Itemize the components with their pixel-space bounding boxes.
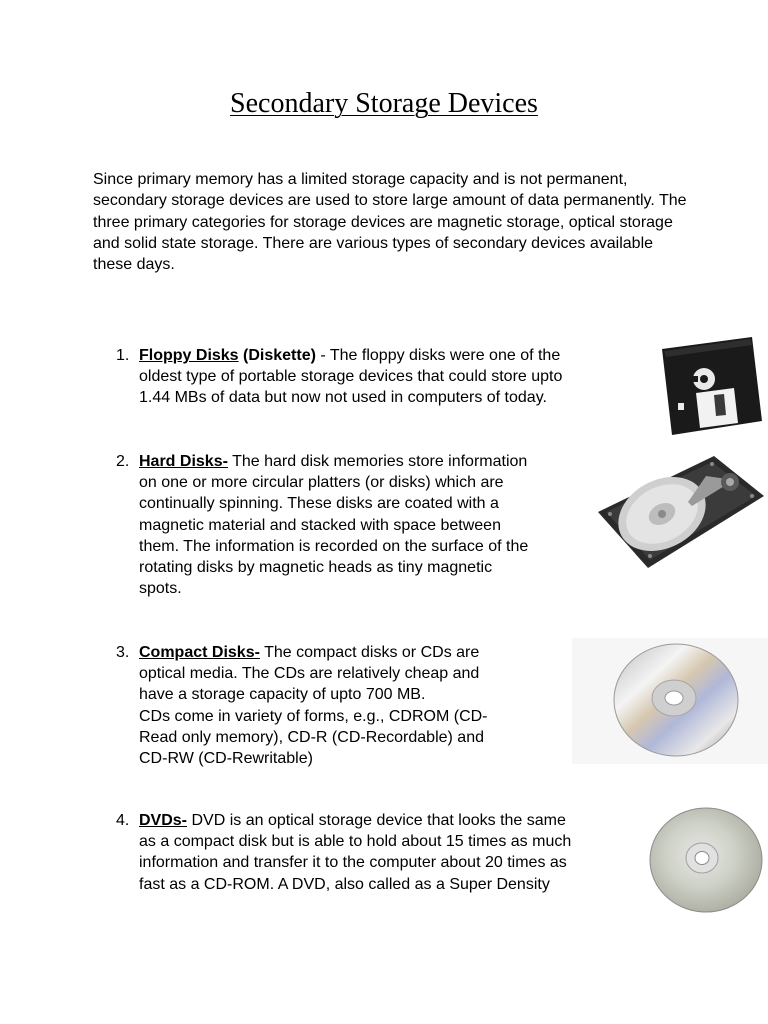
item-line: oldest type of portable storage devices that could store upto	[139, 368, 563, 386]
list-item-dvds	[116, 810, 571, 895]
item-line: spots.	[139, 580, 182, 598]
item-line: have a storage capacity of upto 700 MB.	[139, 686, 426, 704]
item-number: 3.	[116, 644, 130, 661]
item-line	[139, 451, 528, 472]
item-line: CDs come in variety of forms, e.g., CDROM (CD-	[139, 707, 488, 725]
item-line: fast as a CD-ROM. A DVD, also called as a Super Density	[139, 875, 550, 893]
item-separator: -	[320, 347, 326, 364]
list-item-hard-disks	[116, 451, 528, 599]
hard-disk-icon	[596, 450, 766, 570]
item-line: optical media. The CDs are relatively cheap and	[139, 665, 480, 683]
item-text: The hard disk memories store information	[232, 453, 528, 470]
item-subterm: (Diskette)	[243, 347, 316, 364]
item-number: 1.	[116, 347, 130, 364]
list-item-compact-disks	[116, 642, 488, 769]
list-item-floppy-disks	[116, 345, 562, 409]
item-line: them. The information is recorded on the surface of the	[139, 537, 529, 555]
item-line: information and transfer it to the computer about 20 times as	[139, 854, 567, 872]
item-line: Read only memory), CD-R (CD-Recordable) and	[139, 728, 484, 746]
item-term: Hard Disks-	[139, 453, 228, 470]
item-term: Floppy Disks	[139, 347, 239, 364]
item-line: CD-RW (CD-Rewritable)	[139, 750, 313, 768]
item-line	[139, 642, 488, 663]
item-number: 4.	[116, 812, 130, 829]
item-line	[139, 810, 571, 831]
item-line: as a compact disk but is able to hold about 15 times as much	[139, 833, 572, 851]
item-line: continually spinning. These disks are coated with a	[139, 495, 499, 513]
item-term: Compact Disks-	[139, 644, 260, 661]
item-line	[139, 345, 562, 366]
item-term: DVDs-	[139, 812, 188, 829]
page-title: Secondary Storage Devices	[230, 88, 538, 119]
item-line: rotating disks by magnetic heads as tiny magnetic	[139, 559, 493, 577]
item-line: on one or more circular platters (or disks) which are	[139, 474, 504, 492]
item-number: 2.	[116, 453, 130, 470]
dvd-disc-icon	[648, 806, 764, 916]
item-text: DVD is an optical storage device that looks the same	[191, 812, 566, 829]
item-line: 1.44 MBs of data but now not used in computers of today.	[139, 389, 547, 407]
item-line: magnetic material and stacked with space between	[139, 516, 501, 534]
item-text: The compact disks or CDs are	[264, 644, 480, 661]
compact-disc-icon	[572, 638, 768, 764]
floppy-disk-icon	[652, 335, 764, 437]
item-text: The floppy disks were one of the	[329, 347, 561, 364]
intro-paragraph: Since primary memory has a limited storage capacity and is not permanent, secondary storage devices are used to store large amount of data permanently. The three primary categories for storage devices are magnetic storage, optical storage and solid state storage. There are various types of secondary devices available these days.	[93, 171, 687, 274]
